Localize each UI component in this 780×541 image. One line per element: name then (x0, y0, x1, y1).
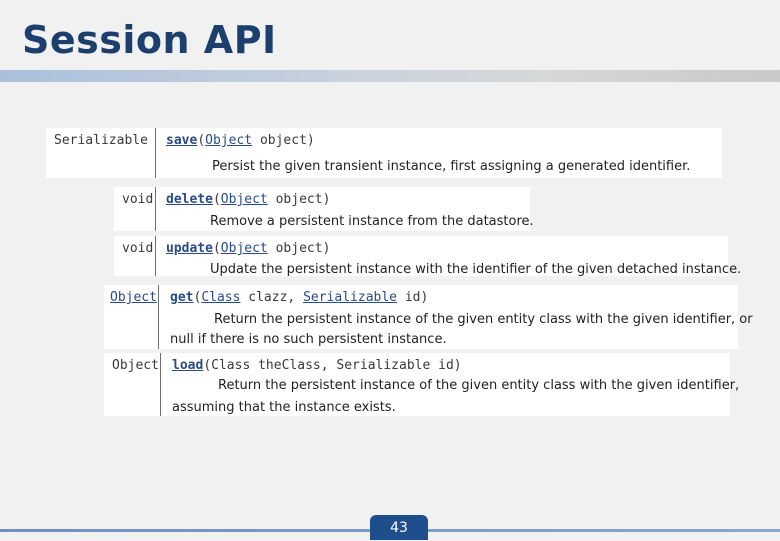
param-type-link[interactable]: Serializable (303, 290, 397, 305)
return-type: void (114, 236, 156, 276)
param-name: clazz (248, 290, 288, 305)
api-entry-get (104, 285, 753, 349)
param-separator: , (320, 358, 337, 373)
method-signature: save(Object object) (166, 133, 315, 148)
api-entry-delete (114, 187, 534, 231)
slide-title: Session API (22, 18, 277, 62)
api-entry-save (46, 128, 722, 178)
param-name: object (259, 133, 307, 148)
param-separator: , (287, 290, 304, 305)
return-type-link[interactable]: Object (104, 285, 159, 349)
param-name: id (404, 290, 421, 305)
param-name: theClass (258, 358, 321, 373)
method-signature: load(Class theClass, Serializable id) (172, 358, 462, 373)
method-signature: get(Class clazz, Serializable id) (170, 290, 429, 305)
return-type: Object (104, 353, 161, 416)
method-name-link[interactable]: delete (166, 192, 213, 207)
param-name: id (438, 358, 454, 373)
param-name: object (275, 241, 323, 256)
method-name-link[interactable]: update (166, 241, 213, 256)
method-description: Update the persistent instance with the identifier of the given detached instance. (210, 262, 742, 277)
method-name-link[interactable]: get (170, 290, 194, 305)
return-type: void (114, 187, 156, 231)
method-signature: delete(Object object) (166, 192, 331, 207)
param-type-link[interactable]: Class (201, 290, 241, 305)
api-entry-load (104, 353, 740, 416)
api-entry-update (114, 236, 742, 277)
param-name: object (275, 192, 323, 207)
method-signature: update(Object object) (166, 241, 331, 256)
method-description: Remove a persistent instance from the datastore. (210, 214, 534, 229)
param-type-link[interactable]: Object (220, 241, 268, 256)
method-description-line-1: Return the persistent instance of the given entity class with the given identifier, or (214, 312, 753, 327)
method-description: Persist the given transient instance, first assigning a generated identifier. (212, 159, 691, 174)
method-name-link[interactable]: save (166, 133, 198, 148)
method-description-line-1: Return the persistent instance of the given entity class with the given identifier, (218, 378, 740, 393)
method-description-line-2: null if there is no such persistent instance. (170, 332, 447, 347)
method-description-line-2: assuming that the instance exists. (172, 400, 396, 415)
page-number-badge: 43 (370, 515, 428, 540)
param-type: Class (211, 358, 251, 373)
param-type-link[interactable]: Object (220, 192, 268, 207)
return-type: Serializable (46, 128, 156, 178)
param-type-link[interactable]: Object (205, 133, 253, 148)
title-underline-bar (0, 70, 780, 82)
method-name-link[interactable]: load (172, 358, 204, 373)
param-type: Serializable (336, 358, 431, 373)
